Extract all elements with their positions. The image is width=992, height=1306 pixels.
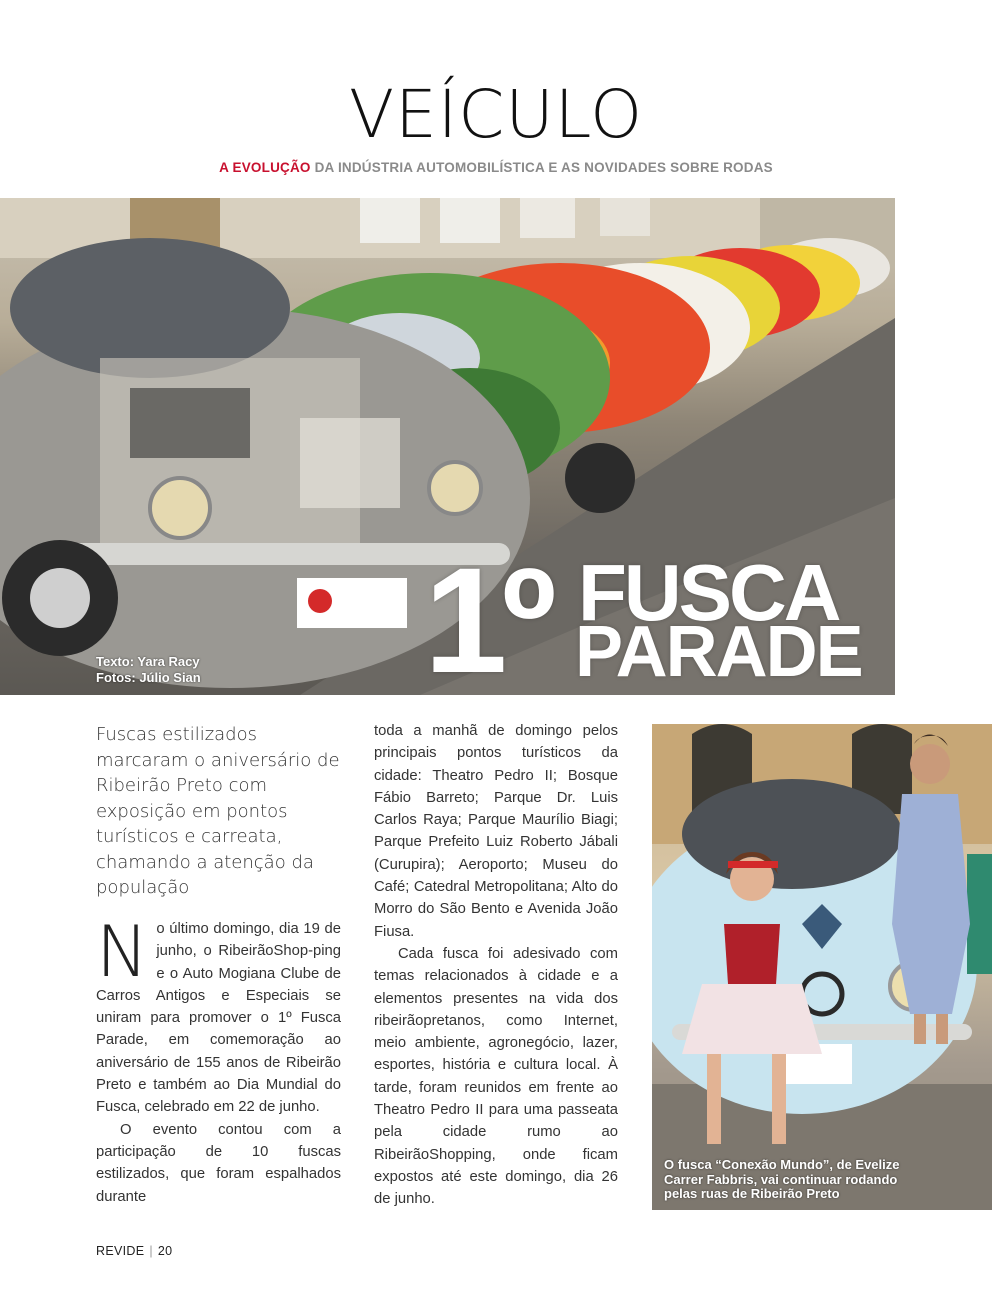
article-column-2 [374,720,618,1211]
footer-separator: | [149,1244,153,1258]
paragraph-2: O evento contou com a participação de 10 fuscas estilizados, que foram espalhados durante [96,1121,341,1205]
paragraph-1 [96,911,341,1119]
side-photo-illustration [652,724,992,1210]
section-subtitle [0,160,992,175]
magazine-name: REVIDE [96,1244,145,1258]
paragraph-4: Cada fusca foi adesivado com temas relacionados à cidade e a elementos presentes na vida dos ribeirãopretanos, como Internet, meio ambiente, agronegócio, lazer, esportes, história e cultura local. À tarde, foram reunidos em frente ao Theatro Pedro II para uma passeata pela cidade rumo ao RibeirãoShopping, onde ficam expostos até este domingo, dia 26 de junho. [374,945,618,1208]
page-number: 20 [157,1244,173,1258]
page-footer [96,1244,172,1258]
headline-line2: PARADE [575,612,862,692]
side-photo [652,724,992,1210]
paragraph-1-text: o último domingo, dia 19 de junho, o RibeirãoShop-ping e o Auto Mogiana Clube de Carros Antigos e Especiais se uniram para promover o 1º Fusca Parade, em comemoração ao aniversário de 155 anos de Ribeirão Preto e também ao Dia Mundial do Fusca, celebrado em 22 de junho. [96,921,341,1116]
credit-text: Texto: Yara Racy [96,654,200,669]
paragraph-3: toda a manhã de domingo pelos principais pontos turísticos da cidade: Theatro Pedro II; Bosque Fábio Barreto; Parque Dr. Luis Carlos Raya; Parque Maurílio Biagi; Parque Prefeito Luiz Roberto Jábali (Curupira); Aeroporto; Museu do Café; Catedral Metropolitana; Alto do Morro do São Bento e Avenida João Fiusa. [374,723,618,940]
article-column-1 [96,911,341,1208]
credit-photos: Fotos: Júlio Sian [96,670,201,685]
subtitle-accent: A EVOLUÇÃO [219,160,311,175]
headline-number: 1º [424,536,551,704]
headline-line1: FUSCA [578,548,839,637]
photo-credits [96,654,201,686]
photo-caption: O fusca “Conexão Mundo”, de Evelize Carrer Fabbris, vai continuar rodando pelas ruas de Ribeirão Preto [664,1157,900,1201]
subtitle-rest: DA INDÚSTRIA AUTOMOBILÍSTICA E AS NOVIDADES SOBRE RODAS [310,160,773,175]
lead-paragraph: Fuscas estilizados marcaram o aniversário de Ribeirão Preto com exposição em pontos turísticos e carreata, chamando a atenção da população [96,724,340,898]
section-title: VEÍCULO [348,76,644,153]
dropcap: N [96,911,149,993]
